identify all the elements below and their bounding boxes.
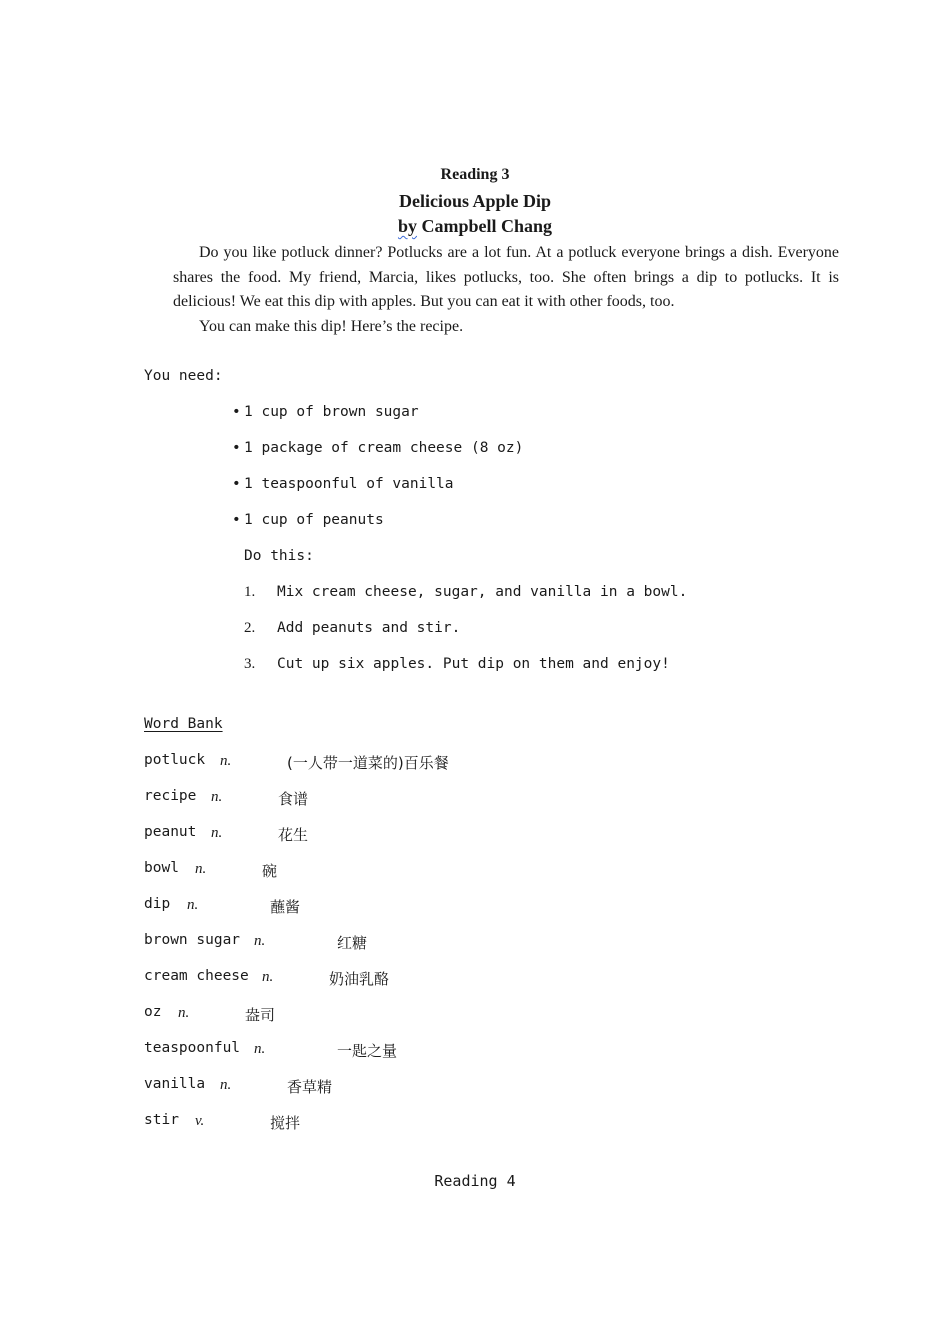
word-bank-term: vanilla <box>144 1076 206 1092</box>
you-need-label: You need: <box>144 368 223 384</box>
word-bank-meaning: (一人带一道菜的)百乐餐 <box>287 754 449 772</box>
word-bank-part-of-speech: v. <box>195 1113 205 1129</box>
step-item <box>244 584 687 601</box>
word-bank-entry <box>144 1004 276 1028</box>
word-bank-meaning: 奶油乳酪 <box>329 970 390 988</box>
word-bank-term: dip <box>144 896 171 912</box>
step-number: 2. <box>244 620 256 636</box>
word-bank-entry <box>144 1076 333 1100</box>
ingredient-item <box>232 476 454 492</box>
word-bank-entry <box>144 1112 301 1136</box>
story-paragraph-1: Do you like potluck dinner? Potlucks are a lot fun. At a potluck everyone brings a dish. Everyone shares the food. My friend, Marcia, likes potlucks, too. She often brings a dip to potlucks. It is delicious! We eat this dip with apples. But you can eat it with other foods, too. <box>173 244 839 310</box>
story-byline <box>0 216 950 237</box>
word-bank-term: oz <box>144 1004 162 1020</box>
ingredient-item <box>232 512 384 528</box>
story-title: Delicious Apple Dip <box>398 191 552 211</box>
word-bank-term: teaspoonful <box>144 1040 241 1056</box>
bullet-icon: • <box>232 404 241 420</box>
word-bank-term: brown sugar <box>144 932 241 948</box>
byline-prefix: by <box>397 216 417 236</box>
do-this-label: Do this: <box>244 548 314 564</box>
step-number: 1. <box>244 584 256 600</box>
ingredient-text: 1 cup of brown sugar <box>244 404 419 420</box>
step-text: Mix cream cheese, sugar, and vanilla in a bowl. <box>277 584 688 600</box>
ingredient-text: 1 package of cream cheese (8 oz) <box>244 440 524 456</box>
word-bank-part-of-speech: n. <box>187 897 199 913</box>
word-bank-entry <box>144 968 390 992</box>
reading-number-heading: Reading 3 <box>440 166 510 183</box>
word-bank-meaning: 食谱 <box>278 790 309 808</box>
step-text: Add peanuts and stir. <box>277 620 461 636</box>
step-item <box>244 656 670 673</box>
story-paragraph-2: You can make this dip! Here’s the recipe. <box>199 318 464 335</box>
word-bank-meaning: 红糖 <box>337 934 368 952</box>
ingredient-text: 1 teaspoonful of vanilla <box>244 476 454 492</box>
step-item <box>244 620 460 637</box>
word-bank-part-of-speech: n. <box>195 861 207 877</box>
word-bank-entry <box>144 788 309 812</box>
word-bank-meaning: 碗 <box>262 862 278 880</box>
word-bank-meaning: 搅拌 <box>270 1114 301 1132</box>
next-reading-heading: Reading 4 <box>434 1172 516 1190</box>
word-bank-meaning: 盎司 <box>245 1006 276 1024</box>
word-bank-meaning: 一匙之量 <box>337 1042 398 1060</box>
word-bank-term: peanut <box>144 824 197 840</box>
word-bank-part-of-speech: n. <box>254 1041 266 1057</box>
step-number: 3. <box>244 656 256 672</box>
bullet-icon: • <box>232 512 241 528</box>
word-bank-heading: Word Bank <box>144 716 223 732</box>
ingredient-item <box>232 404 419 420</box>
word-bank-entry <box>144 896 301 920</box>
word-bank-part-of-speech: n. <box>254 933 266 949</box>
word-bank-entry <box>144 824 309 848</box>
word-bank-meaning: 香草精 <box>287 1078 333 1096</box>
word-bank-entry <box>144 752 449 776</box>
word-bank-part-of-speech: n. <box>178 1005 190 1021</box>
word-bank-part-of-speech: n. <box>220 753 232 769</box>
word-bank-entry <box>144 860 278 884</box>
bullet-icon: • <box>232 440 241 456</box>
word-bank-term: recipe <box>144 788 197 804</box>
word-bank-part-of-speech: n. <box>220 1077 232 1093</box>
word-bank-term: cream cheese <box>144 968 249 984</box>
step-text: Cut up six apples. Put dip on them and enjoy! <box>277 656 670 672</box>
word-bank-meaning: 蘸酱 <box>270 898 301 916</box>
word-bank-part-of-speech: n. <box>262 969 274 985</box>
word-bank-meaning: 花生 <box>278 826 309 844</box>
ingredient-item <box>232 440 523 456</box>
word-bank-part-of-speech: n. <box>211 789 223 805</box>
ingredient-text: 1 cup of peanuts <box>244 512 384 528</box>
author-name: Campbell Chang <box>421 216 553 236</box>
word-bank-term: potluck <box>144 752 206 768</box>
word-bank-entry <box>144 932 368 956</box>
word-bank-entry <box>144 1040 398 1064</box>
word-bank-part-of-speech: n. <box>211 825 223 841</box>
word-bank-term: stir <box>144 1112 179 1128</box>
bullet-icon: • <box>232 476 241 492</box>
word-bank-term: bowl <box>144 860 179 876</box>
